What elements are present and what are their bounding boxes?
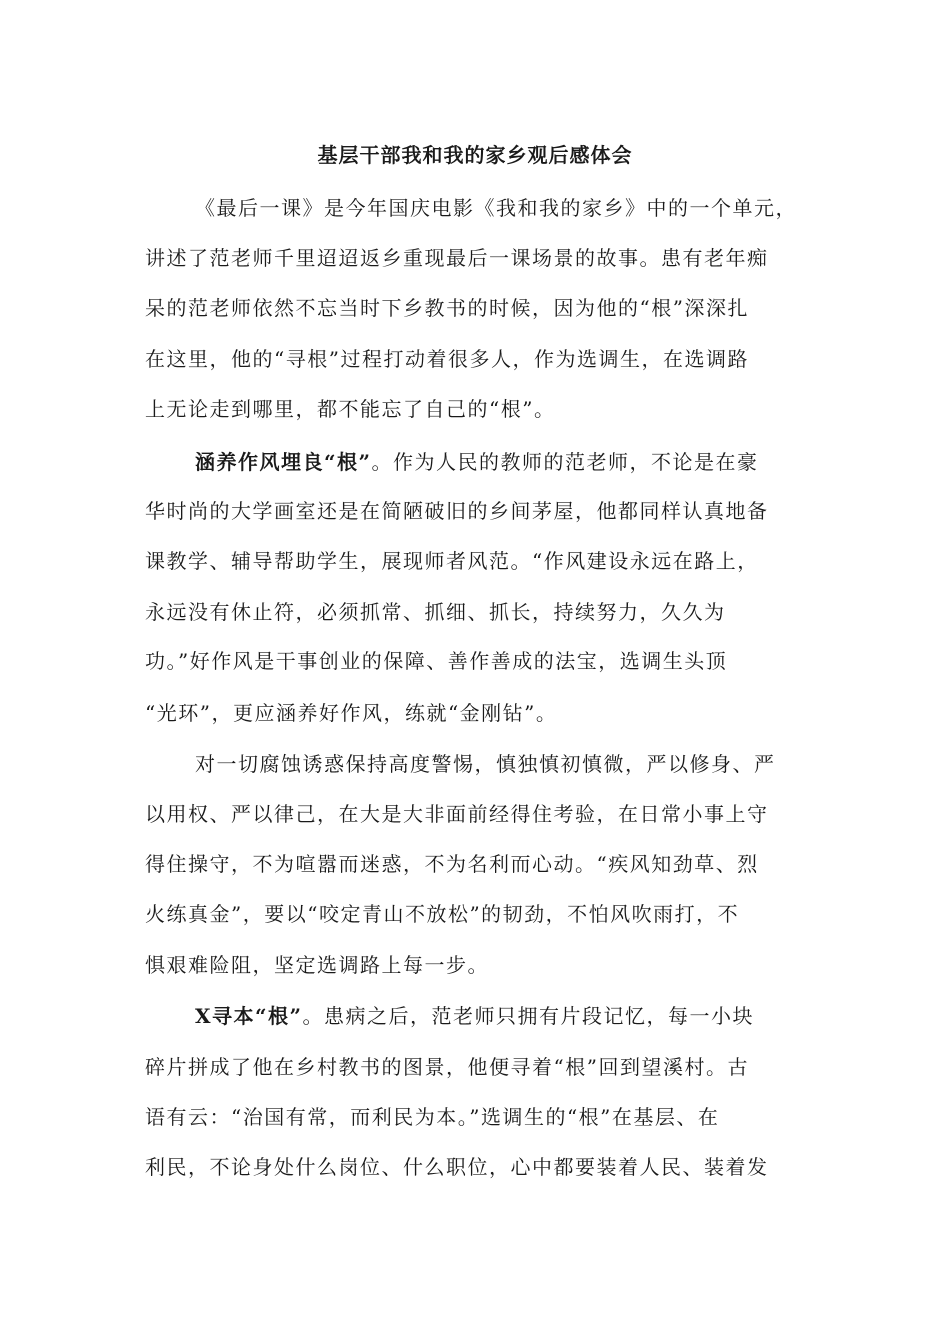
paragraph-3-line-5: 惧艰难险阻，坚定选调路上每一步。 (145, 953, 489, 977)
paragraph-4-line-1-text: 。患病之后，范老师只拥有片段记忆，每一小块 (302, 1004, 755, 1028)
paragraph-4-line-4: 利民，不论身处什么岗位、什么职位，心中都要装着人民、装着发 (145, 1155, 769, 1179)
paragraph-1-line-1: 《最后一课》是今年国庆电影《我和我的家乡》中的一个单元， (195, 196, 797, 220)
paragraph-2-line-5: 功。”好作风是干事创业的保障、善作善成的法宝，选调生头顶 (145, 649, 728, 673)
paragraph-2-line-6: “光环”，更应涵养好作风，练就“金刚钻”。 (145, 701, 558, 725)
paragraph-2-line-1-text: 。作为人民的教师的范老师，不论是在豪 (371, 450, 759, 474)
paragraph-3-line-1: 对一切腐蚀诱惑保持高度警惕，慎独慎初慎微，严以修身、严 (195, 752, 776, 776)
paragraph-2-line-1 (195, 447, 810, 477)
paragraph-2-line-3: 课教学、辅导帮助学生，展现师者风范。“作风建设永远在路上， (145, 549, 759, 573)
paragraph-2-heading: 涵养作风埋良“根” (195, 450, 372, 474)
paragraph-1-line-5: 上无论走到哪里，都不能忘了自己的“根”。 (145, 397, 556, 421)
paragraph-1-line-2: 讲述了范老师千里迢迢返乡重现最后一课场景的故事。患有老年痴 (145, 246, 769, 270)
paragraph-3-line-3: 得住操守，不为喧嚣而迷惑，不为名利而心动。“疾风知劲草、烈 (145, 852, 759, 876)
paragraph-3-line-2: 以用权、严以律己，在大是大非面前经得住考验，在日常小事上守 (145, 802, 769, 826)
paragraph-1-line-4: 在这里，他的“寻根”过程打动着很多人，作为选调生，在选调路 (145, 347, 749, 371)
paragraph-2-line-2: 华时尚的大学画室还是在简陋破旧的乡间茅屋，他都同样认真地备 (145, 499, 769, 523)
paragraph-3-line-4: 火练真金”，要以“咬定青山不放松”的韧劲，不怕风吹雨打，不 (145, 902, 740, 926)
paragraph-1-line-3: 呆的范老师依然不忘当时下乡教书的时候，因为他的“根”深深扎 (145, 296, 749, 320)
paragraph-4-line-2: 碎片拼成了他在乡村教书的图景，他便寻着“根”回到望溪村。古 (145, 1055, 749, 1079)
paragraph-4-heading: X寻本“根” (195, 1004, 303, 1028)
document-title: 基层干部我和我的家乡观后感体会 (317, 143, 633, 167)
paragraph-2-line-4: 永远没有休止符，必须抓常、抓细、抓长，持续努力，久久为 (145, 600, 726, 624)
paragraph-4-line-1 (195, 1001, 810, 1031)
paragraph-4-line-3: 语有云：“治国有常，而利民为本。”选调生的“根”在基层、在 (145, 1105, 720, 1129)
